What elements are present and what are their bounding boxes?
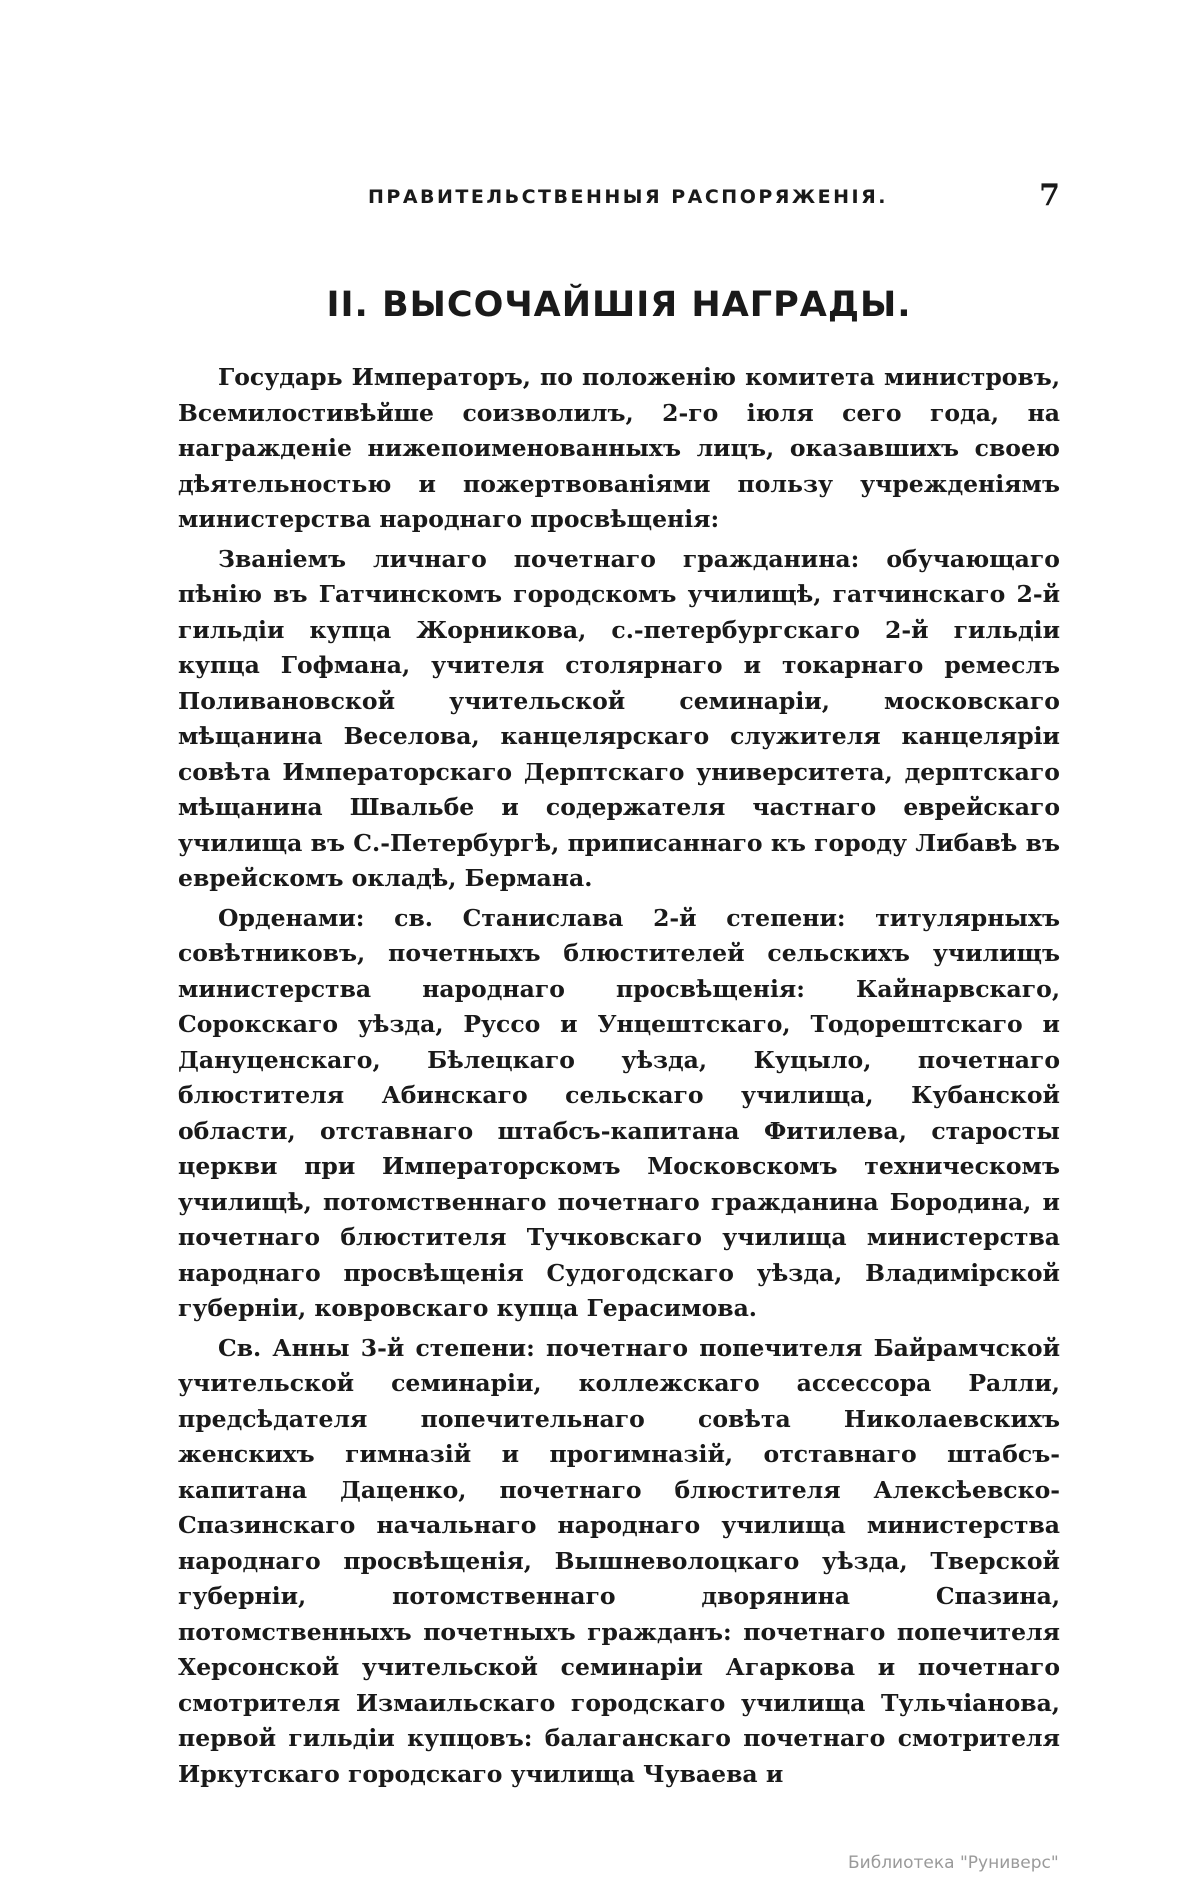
page-number: 7 [1039, 178, 1060, 213]
paragraph-intro: Государь Императоръ, по положенiю комитета министровъ, Всемилостивѣйше соизволилъ, 2-го iюля сего года, на награжденiе нижепоименованныхъ лицъ, оказавшихъ своею дѣятельностью и пожертвованiями пользу учрежденiямъ министерства народнаго просвѣщенiя: [178, 363, 1060, 533]
running-head [178, 178, 1060, 218]
paragraph-order-anna: Св. Анны 3-й степени: почетнаго попечителя Байрамчской учительской семинарiи, коллежскаго ассессора Ралли, предсѣдателя попечительнаго совѣта Николаевскихъ женскихъ гимназiй и прогимназiй, отставнаго штабсъ-капитана Даценко, почетнаго блюстителя Алексѣевско-Спазинскаго начальнаго народнаго училища министерства народнаго просвѣщенiя, Вышневолоцкаго уѣзда, Тверской губернiи, потомственнаго дворянина Спазина, потомственныхъ почетныхъ гражданъ: почетнаго попечителя Херсонской учительской семинарiи Агаркова и почетнаго смотрителя Измаильскаго городскаго училища Тульчiанова, первой гильдiи купцовъ: балаганскаго почетнаго смотрителя Иркутскаго городскаго училища Чуваева и [178, 1333, 1060, 1788]
running-title: ПРАВИТЕЛЬСТВЕННЫЯ РАСПОРЯЖЕНIЯ. [368, 186, 888, 208]
paragraph-order-stanislaus: Орденами: св. Станислава 2-й степени: титулярныхъ совѣтниковъ, почетныхъ блюстителей сельскихъ училищъ министерства народнаго просвѣщенiя: Кайнарвскаго, Сорокскаго уѣзда, Руссо и Унцештскаго, Тодорештскаго и Дануценскаго, Бѣлецкаго уѣзда, Куцыло, почетнаго блюстителя Абинскаго сельскаго училища, Кубанской области, отставнаго штабсъ-капитана Фитилева, старосты церкви при Императорскомъ Московскомъ техническомъ училищѣ, потомственнаго почетнаго гражданина Бородина, и почетнаго блюстителя Тучковскаго училища министерства народнаго просвѣщенiя Судогодскаго уѣзда, Владимiрской губернiи, ковровскаго купца Герасимова. [178, 903, 1060, 1322]
section-heading: II. ВЫСОЧАЙШIЯ НАГРАДЫ. [326, 285, 912, 325]
body-text [178, 360, 1060, 1792]
library-watermark: Библиотека "Руниверс" [848, 1853, 1059, 1873]
paragraph-honorary-citizen: Званiемъ личнаго почетнаго гражданина: обучающаго пѣнiю въ Гатчинскомъ городскомъ училищѣ, гатчинскаго 2-й гильдiи купца Жорникова, с.-петербургскаго 2-й гильдiи купца Гофмана, учителя столярнаго и токарнаго ремеслъ Поливановской учительской семинарiи, московскаго мѣщанина Веселова, канцелярскаго служителя канцелярiи совѣта Императорскаго Дерптскаго университета, дерптскаго мѣщанина Швальбе и содержателя частнаго еврейскаго училища въ С.-Петербургѣ, приписаннаго къ городу Либавѣ въ еврейскомъ окладѣ, Бермана. [178, 544, 1060, 892]
